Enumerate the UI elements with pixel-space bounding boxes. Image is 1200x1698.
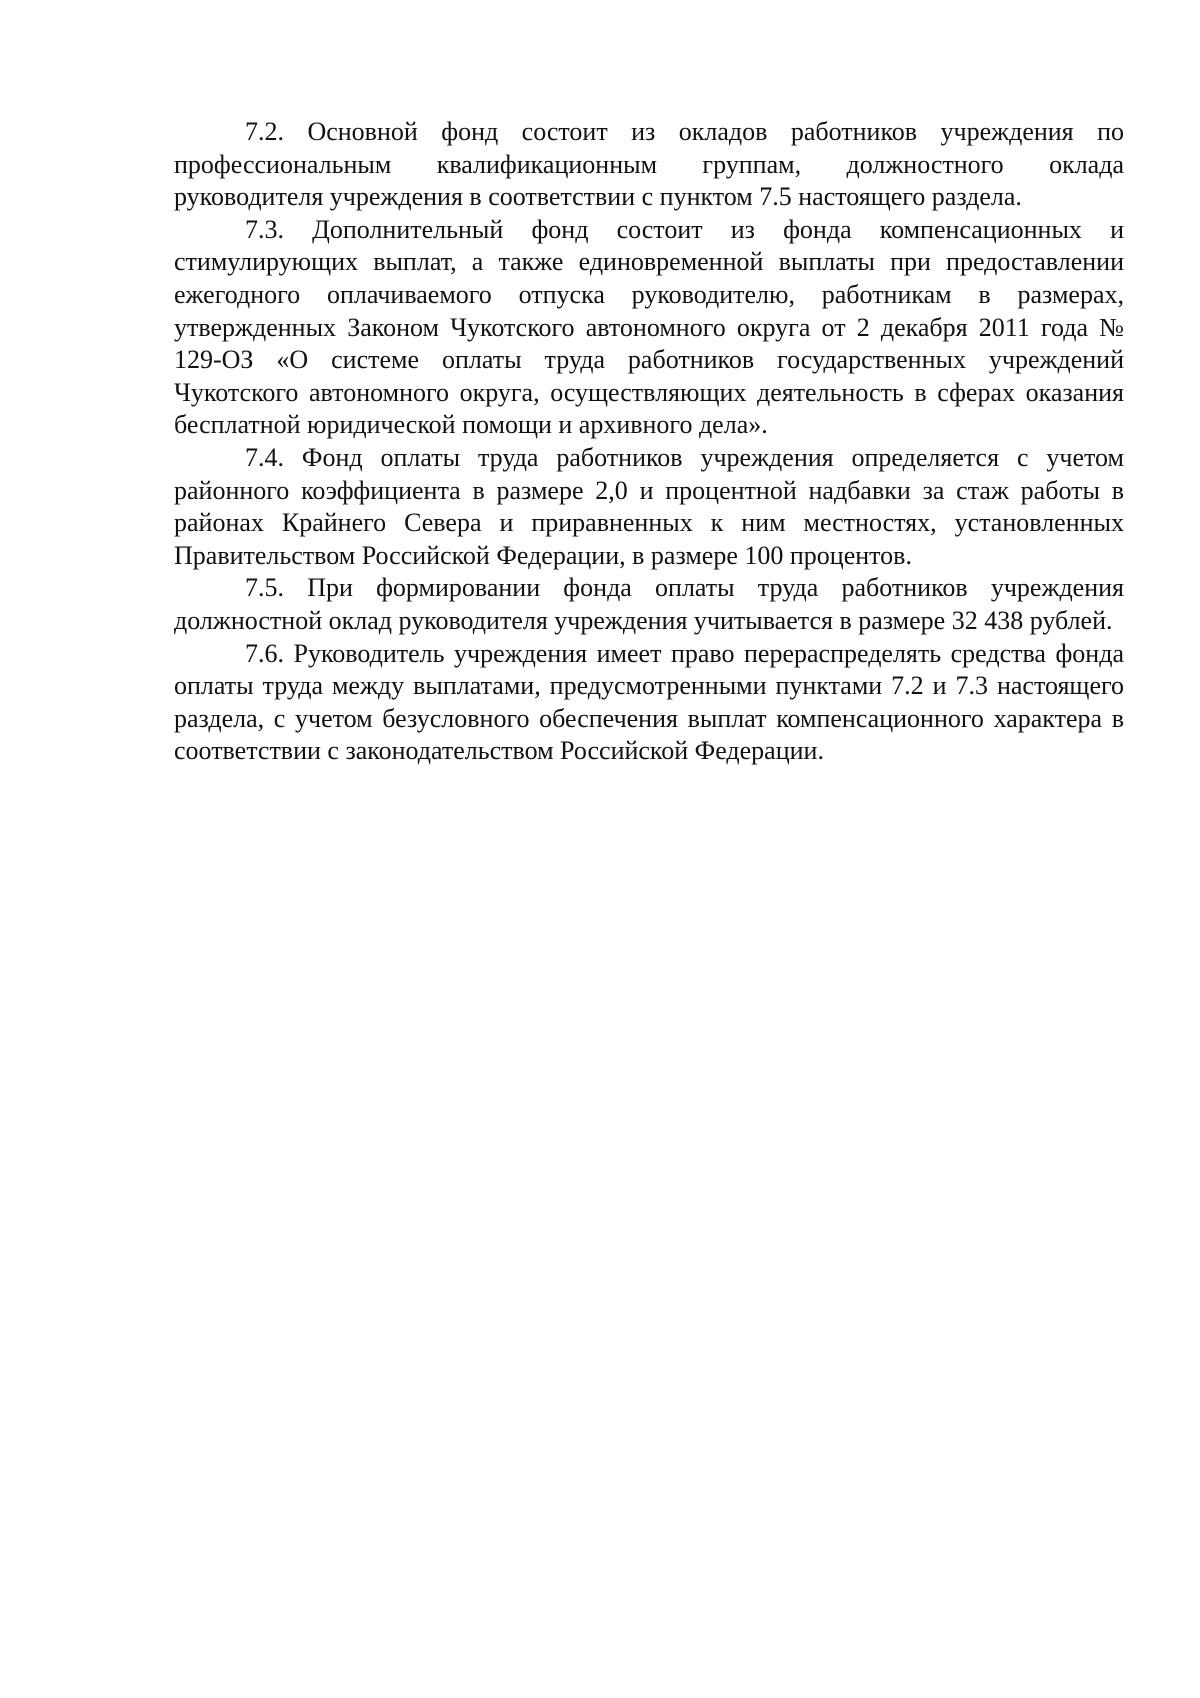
paragraph-7-4: 7.4. Фонд оплаты труда работников учреждения определяется с учетом районного коэффициента в размере 2,0 и процентной надбавки за стаж работы в районах Крайнего Севера и приравненных к ним местностях, установленных Правительством Российской Федерации, в размере 100 процентов.: [174, 442, 1124, 570]
paragraph-7-3: 7.3. Дополнительный фонд состоит из фонда компенсационных и стимулирующих выплат, а также единовременной выплаты при предоставлении ежегодного оплачиваемого отпуска руководителю, работникам в размерах, утвержденных Законом Чукотского автономного округа от 2 декабря 2011 года № 129-ОЗ «О системе оплаты труда работников государственных учреждений Чукотского автономного округа, осуществляющих деятельность в сферах оказания бесплатной юридической помощи и архивного дела».: [174, 214, 1124, 440]
paragraph-7-6: 7.6. Руководитель учреждения имеет право перераспределять средства фонда оплаты труда между выплатами, предусмотренными пунктами 7.2 и 7.3 настоящего раздела, с учетом безусловного обеспечения выплат компенсационного характера в соответствии с законодательством Российской Федерации.: [174, 638, 1124, 766]
paragraph-7-5: 7.5. При формировании фонда оплаты труда работников учреждения должностной оклад руководителя учреждения учитывается в размере 32 438 рублей.: [174, 573, 1124, 635]
document-body: [174, 116, 1124, 768]
paragraph-7-2: 7.2. Основной фонд состоит из окладов работников учреждения по профессиональным квалификационным группам, должностного оклада руководителя учреждения в соответствии с пунктом 7.5 настоящего раздела.: [174, 117, 1124, 212]
